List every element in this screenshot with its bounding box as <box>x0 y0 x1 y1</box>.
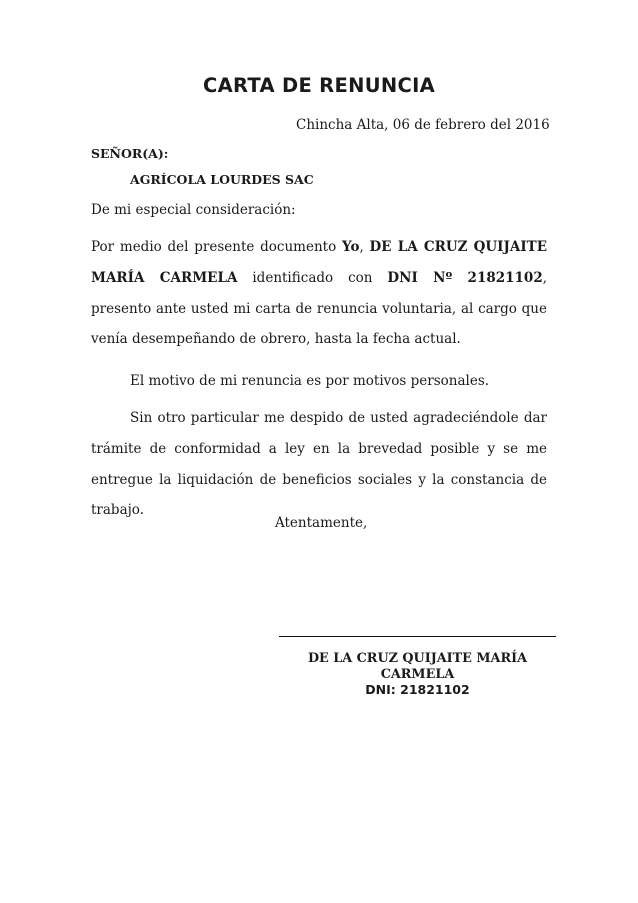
closing: Atentamente, <box>275 515 368 531</box>
recipient-name: AGRÍCOLA LOURDES SAC <box>130 172 314 187</box>
date-line: Chincha Alta, 06 de febrero del 2016 <box>296 117 550 133</box>
paragraph-text: identificado con <box>237 269 388 286</box>
letter-title: CARTA DE RENUNCIA <box>202 74 436 97</box>
signature-name-line-2: CARMELA <box>380 666 455 682</box>
body-paragraph-3: Sin otro particular me despido de usted agradeciéndole dar trámite de conformidad a ley en la brevedad posible y se me entregue la liquidación de beneficios sociales y la constancia de trabajo. <box>91 410 547 519</box>
body-paragraph-1 <box>91 232 547 355</box>
bold-text: Yo <box>342 239 360 255</box>
paragraph-text: Por medio del presente documento <box>91 239 342 255</box>
paragraph-text: , presento ante usted mi carta de renuncia voluntaria, al cargo que venía desempeñando de obrero, hasta la fecha actual. <box>91 269 548 348</box>
signature-dni: DNI: 21821102 <box>365 682 470 697</box>
signature-line <box>279 636 556 637</box>
sender-dni: DNI Nº 21821102 <box>387 269 543 286</box>
signature-name-line-1: DE LA CRUZ QUIJAITE MARÍA <box>307 651 528 666</box>
sender-name: DE LA CRUZ QUIJAITE MARÍA CARMELA <box>91 239 548 286</box>
paragraph-text: , <box>359 239 370 255</box>
recipient-label: SEÑOR(A): <box>91 146 169 161</box>
body-paragraph-2: El motivo de mi renuncia es por motivos personales. <box>130 373 490 389</box>
salutation: De mi especial consideración: <box>91 202 296 218</box>
signature-block <box>279 651 556 698</box>
